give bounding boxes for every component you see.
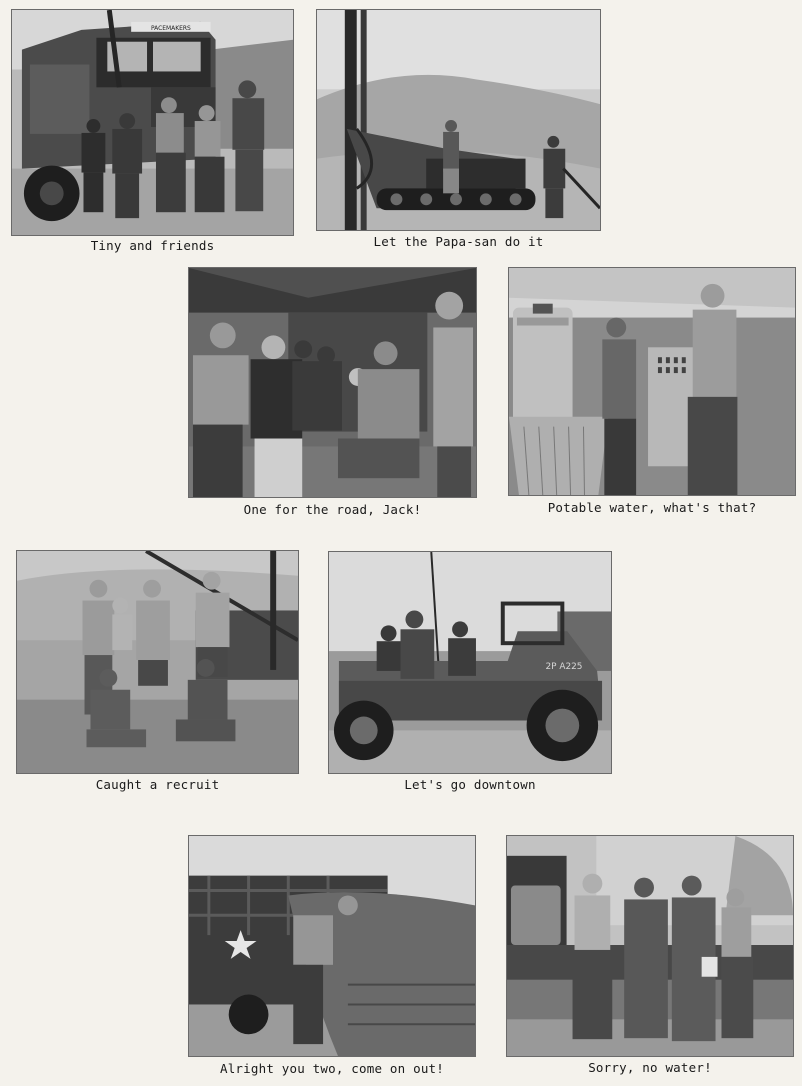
photo-caught-a-recruit [16,550,299,774]
photo-one-for-the-road [188,267,477,498]
caption-tiny-and-friends: Tiny and friends [90,238,215,253]
caption-potable-water: Potable water, what's that? [547,500,757,515]
caption-caught-a-recruit: Caught a recruit [95,777,220,792]
caption-sorry-no-water: Sorry, no water! [588,1060,712,1075]
photo-papa-san [316,9,601,231]
jeep-marking: 2P A225 [545,661,583,672]
photo-tiny-and-friends [11,9,294,236]
caption-lets-go-downtown: Let's go downtown [404,777,536,792]
photo-lets-go-downtown [328,551,612,774]
photo-come-on-out [188,835,476,1057]
caption-come-on-out: Alright you two, come on out! [219,1061,445,1076]
truck-text: PACEMAKERS [150,24,191,32]
photo-potable-water [508,267,796,496]
photo-sorry-no-water [506,835,794,1057]
caption-one-for-the-road: One for the road, Jack! [243,502,422,517]
caption-papa-san: Let the Papa-san do it [373,234,544,249]
